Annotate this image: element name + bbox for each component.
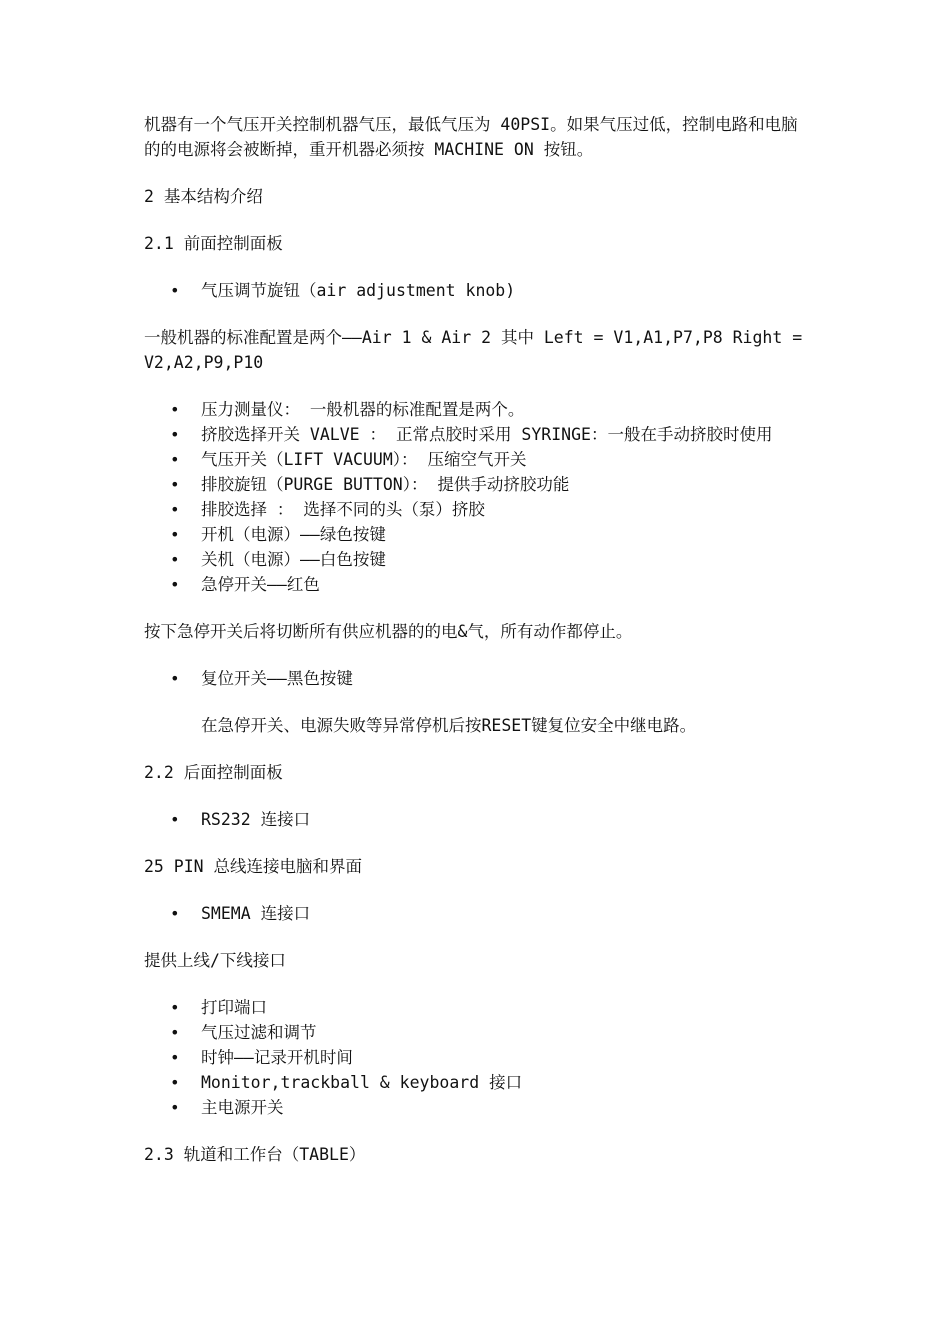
front-panel-list-2 bbox=[144, 397, 812, 597]
front-panel-list-1 bbox=[144, 278, 812, 303]
list-item-text: 时钟——记录开机时间 bbox=[201, 1048, 353, 1067]
bullet-icon: • bbox=[170, 669, 180, 688]
bullet-icon: • bbox=[170, 1073, 180, 1092]
reset-description: 在急停开关、电源失败等异常停机后按RESET键复位安全中继电路。 bbox=[201, 716, 697, 735]
bullet-icon: • bbox=[170, 810, 180, 829]
bullet-icon: • bbox=[170, 998, 180, 1017]
document-page bbox=[144, 112, 812, 1189]
bullet-icon: • bbox=[170, 450, 180, 469]
bullet-icon: • bbox=[170, 1023, 180, 1042]
bullet-icon: • bbox=[170, 425, 180, 444]
list-item-text: 急停开关——红色 bbox=[201, 575, 320, 594]
list-item bbox=[144, 422, 812, 447]
list-item-text: 排胶选择 ： 选择不同的头（泵）挤胶 bbox=[201, 500, 485, 519]
list-item-text: 气压开关（LIFT VACUUM）： 压缩空气开关 bbox=[201, 450, 527, 469]
bullet-icon: • bbox=[170, 475, 180, 494]
section-heading-2: 2 基本结构介绍 bbox=[144, 187, 263, 206]
section-heading-2-1: 2.1 前面控制面板 bbox=[144, 234, 283, 253]
list-item-text: 气压调节旋钮（air adjustment knob) bbox=[201, 281, 516, 300]
list-item-text: 开机（电源）——绿色按键 bbox=[201, 525, 386, 544]
list-item bbox=[144, 901, 812, 926]
estop-paragraph: 按下急停开关后将切断所有供应机器的的电&气，所有动作都停止。 bbox=[144, 622, 633, 641]
list-item-text: 压力测量仪： 一般机器的标准配置是两个。 bbox=[201, 400, 525, 419]
list-item bbox=[144, 447, 812, 472]
list-item bbox=[144, 397, 812, 422]
list-item-text: SMEMA 连接口 bbox=[201, 904, 311, 923]
bullet-icon: • bbox=[170, 550, 180, 569]
bullet-icon: • bbox=[170, 575, 180, 594]
list-item bbox=[144, 572, 812, 597]
list-item-text: 挤胶选择开关 VALVE ： 正常点胶时采用 SYRINGE：一般在手动挤胶时使用 bbox=[201, 425, 773, 444]
bullet-icon: • bbox=[170, 904, 180, 923]
bullet-icon: • bbox=[170, 1098, 180, 1117]
reset-list bbox=[144, 666, 812, 691]
rear-panel-list-1 bbox=[144, 807, 812, 832]
list-item-text: 主电源开关 bbox=[201, 1098, 284, 1117]
list-item-text: 复位开关——黑色按键 bbox=[201, 669, 353, 688]
smema-description: 提供上线/下线接口 bbox=[144, 951, 286, 970]
list-item bbox=[144, 522, 812, 547]
intro-paragraph: 机器有一个气压开关控制机器气压，最低气压为 40PSI。如果气压过低，控制电路和电脑的的电源将会被断掉，重开机器必须按 MACHINE ON 按钮。 bbox=[144, 115, 798, 159]
list-item bbox=[144, 807, 812, 832]
list-item bbox=[144, 278, 812, 303]
list-item-text: 关机（电源）——白色按键 bbox=[201, 550, 386, 569]
list-item-text: 打印端口 bbox=[201, 998, 267, 1017]
section-heading-2-2: 2.2 后面控制面板 bbox=[144, 763, 283, 782]
list-item-text: RS232 连接口 bbox=[201, 810, 311, 829]
air-config-paragraph: 一般机器的标准配置是两个——Air 1 & Air 2 其中 Left = V1,A1,P7,P8 Right = V2,A2,P9,P10 bbox=[144, 328, 803, 372]
bullet-icon: • bbox=[170, 281, 180, 300]
list-item bbox=[144, 1070, 812, 1095]
bullet-icon: • bbox=[170, 500, 180, 519]
list-item bbox=[144, 547, 812, 572]
list-item-text: 排胶旋钮（PURGE BUTTON）： 提供手动挤胶功能 bbox=[201, 475, 570, 494]
rs232-description: 25 PIN 总线连接电脑和界面 bbox=[144, 857, 363, 876]
rear-panel-list-2 bbox=[144, 901, 812, 926]
list-item bbox=[144, 1020, 812, 1045]
bullet-icon: • bbox=[170, 525, 180, 544]
bullet-icon: • bbox=[170, 1048, 180, 1067]
list-item-text: 气压过滤和调节 bbox=[201, 1023, 317, 1042]
bullet-icon: • bbox=[170, 400, 180, 419]
list-item bbox=[144, 666, 812, 691]
list-item bbox=[144, 995, 812, 1020]
list-item bbox=[144, 497, 812, 522]
section-heading-2-3: 2.3 轨道和工作台（TABLE） bbox=[144, 1145, 366, 1164]
list-item bbox=[144, 472, 812, 497]
list-item bbox=[144, 1095, 812, 1120]
list-item-text: Monitor,trackball & keyboard 接口 bbox=[201, 1073, 523, 1092]
list-item bbox=[144, 1045, 812, 1070]
rear-panel-list-3 bbox=[144, 995, 812, 1120]
